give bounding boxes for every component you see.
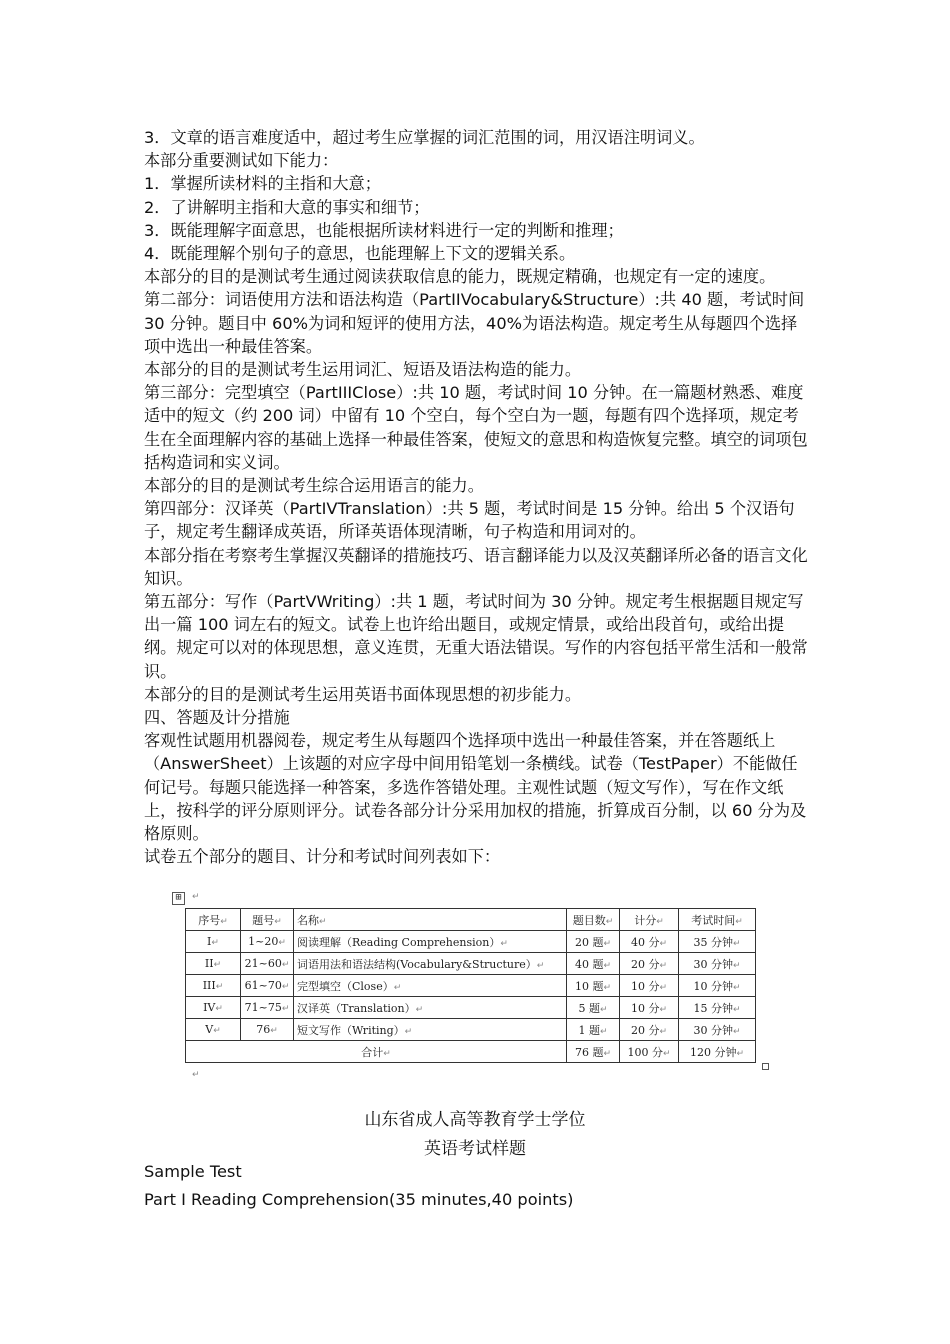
table-cell: III↵ (186, 975, 241, 997)
part1-heading: Part I Reading Comprehension(35 minutes,40 points) (144, 1190, 574, 1209)
header-cell: 考试时间↵ (679, 909, 756, 931)
table-cell: 汉译英（Translation）↵ (294, 997, 567, 1019)
paragraph: 第四部分：汉译英（PartIVTranslation）:共 5 题，考试时间是 15 分钟。给出 5 个汉语句子，规定考生翻译成英语，所译英语体现清晰，句子构造和用词对的。 (144, 499, 795, 542)
table-cell: 120 分钟↵ (679, 1041, 756, 1063)
table-row (186, 997, 756, 1019)
document-subtitle: 英语考试样题 (424, 1139, 526, 1159)
sample-test-label: Sample Test (144, 1162, 242, 1181)
paragraph-mark-icon: ↵ (192, 892, 200, 902)
paragraph: 本部分的目的是测试考生运用词汇、短语及语法构造的能力。 (144, 360, 582, 380)
paragraph: 本部分重要测试如下能力： (144, 151, 339, 171)
table-cell: 40 分↵ (620, 931, 679, 953)
table-move-handle-icon[interactable]: ⊞ (172, 892, 185, 905)
table-cell: 5 题↵ (567, 997, 620, 1019)
paragraph: 客观性试题用机器阅卷，规定考生从每题四个选择项中选出一种最佳答案，并在答题纸上（AnswerSheet）上该题的对应字母中间用铅笔划一条横线。试卷（TestPaper）不能做任何记号。每题只能选择一种答案，多选作答错处理。主观性试题（短文写作），写在作文纸上，按科学的评分原则评分。试卷各部分计分采用加权的措施，折算成百分制，以 60 分为及格原则。 (144, 731, 807, 844)
paragraph: 2．了讲解明主指和大意的事实和细节； (144, 197, 430, 217)
table-row (186, 1019, 756, 1041)
section-heading: 四、答题及计分措施 (144, 708, 290, 728)
paragraph: 第五部分：写作（PartVWriting）:共 1 题，考试时间为 30 分钟。规定考生根据题目规定写出一篇 100 词左右的短文。试卷上也许给出题目，或规定情景，或给出段首句，或给出提纲。规定可以对的体现思想，意义连贯，无重大语法错误。写作的内容包括平常生活和一般常识。 (144, 592, 808, 681)
table-cell: IV↵ (186, 997, 241, 1019)
table-row (186, 931, 756, 953)
table-header-row (186, 909, 756, 931)
table-cell: 短文写作（Writing）↵ (294, 1019, 567, 1041)
exam-table (185, 908, 756, 1063)
table-cell: 20 分↵ (620, 953, 679, 975)
header-cell: 序号↵ (186, 909, 241, 931)
table-cell: 61~70↵ (241, 975, 294, 997)
paragraph: 本部分指在考察考生掌握汉英翻译的措施技巧、语言翻译能力以及汉英翻译所必备的语言文化知识。 (144, 545, 808, 588)
table-cell: 35 分钟↵ (679, 931, 756, 953)
table-resize-handle[interactable] (762, 1063, 769, 1070)
table-row (186, 953, 756, 975)
paragraph: 4．既能理解个别句子的意思，也能理解上下文的逻辑关系。 (144, 244, 576, 264)
table-cell: 30 分钟↵ (679, 1019, 756, 1041)
paragraph: 第二部分：词语使用方法和语法构造（PartIIVocabulary&Structure）:共 40 题，考试时间 30 分钟。题目中 60%为词和短评的使用方法，40%为语法构造。规定考生从每题四个选择项中选出一种最佳答案。 (144, 290, 805, 356)
document-title: 山东省成人高等教育学士学位 (364, 1110, 586, 1130)
table-total-row (186, 1041, 756, 1063)
table-cell: 76↵ (241, 1019, 294, 1041)
table-cell: 10 分↵ (620, 997, 679, 1019)
table-cell: 100 分↵ (620, 1041, 679, 1063)
header-cell: 名称↵ (294, 909, 567, 931)
body-text (144, 126, 808, 869)
table-cell: 30 分钟↵ (679, 953, 756, 975)
table-cell: 1~20↵ (241, 931, 294, 953)
table-cell: 合计↵ (186, 1041, 567, 1063)
table-cell: 21~60↵ (241, 953, 294, 975)
table-cell: II↵ (186, 953, 241, 975)
paragraph: 第三部分：完型填空（PartIIIClose）:共 10 题，考试时间 10 分钟。在一篇题材熟悉、难度适中的短文（约 200 词）中留有 10 个空白，每个空白为一题，每题有四个选择项，规定考生在全面理解内容的基础上选择一种最佳答案，使短文的意思和构造恢复完整。填空的词项包括构造词和实义词。 (144, 383, 808, 472)
paragraph: 本部分的目的是测试考生运用英语书面体现思想的初步能力。 (144, 684, 582, 704)
table-cell: 阅读理解（Reading Comprehension）↵ (294, 931, 567, 953)
table-cell: V↵ (186, 1019, 241, 1041)
table-cell: I↵ (186, 931, 241, 953)
table-cell: 10 题↵ (567, 975, 620, 997)
paragraph: 试卷五个部分的题目、计分和考试时间列表如下： (144, 847, 501, 867)
paragraph: 本部分的目的是测试考生综合运用语言的能力。 (144, 476, 484, 496)
paragraph: 本部分的目的是测试考生通过阅读获取信息的能力，既规定精确，也规定有一定的速度。 (144, 267, 776, 287)
table-cell: 词语用法和语法结构(Vocabulary&Structure）↵ (294, 953, 567, 975)
table-cell: 1 题↵ (567, 1019, 620, 1041)
paragraph-mark-icon: ↵ (192, 1070, 200, 1080)
table-cell: 15 分钟↵ (679, 997, 756, 1019)
table-row (186, 975, 756, 997)
header-cell: 题目数↵ (567, 909, 620, 931)
header-cell: 计分↵ (620, 909, 679, 931)
paragraph: 3．文章的语言难度适中，超过考生应掌握的词汇范围的词，用汉语注明词义。 (144, 128, 705, 147)
table-cell: 20 分↵ (620, 1019, 679, 1041)
table-cell: 40 题↵ (567, 953, 620, 975)
table-cell: 20 题↵ (567, 931, 620, 953)
header-cell: 题号↵ (241, 909, 294, 931)
table-cell: 完型填空（Close）↵ (294, 975, 567, 997)
table-cell: 10 分钟↵ (679, 975, 756, 997)
paragraph: 3．既能理解字面意思，也能根据所读材料进行一定的判断和推理； (144, 220, 624, 240)
table-cell: 10 分↵ (620, 975, 679, 997)
table-cell: 76 题↵ (567, 1041, 620, 1063)
paragraph: 1．掌握所读材料的主指和大意； (144, 174, 381, 194)
table-cell: 71~75↵ (241, 997, 294, 1019)
